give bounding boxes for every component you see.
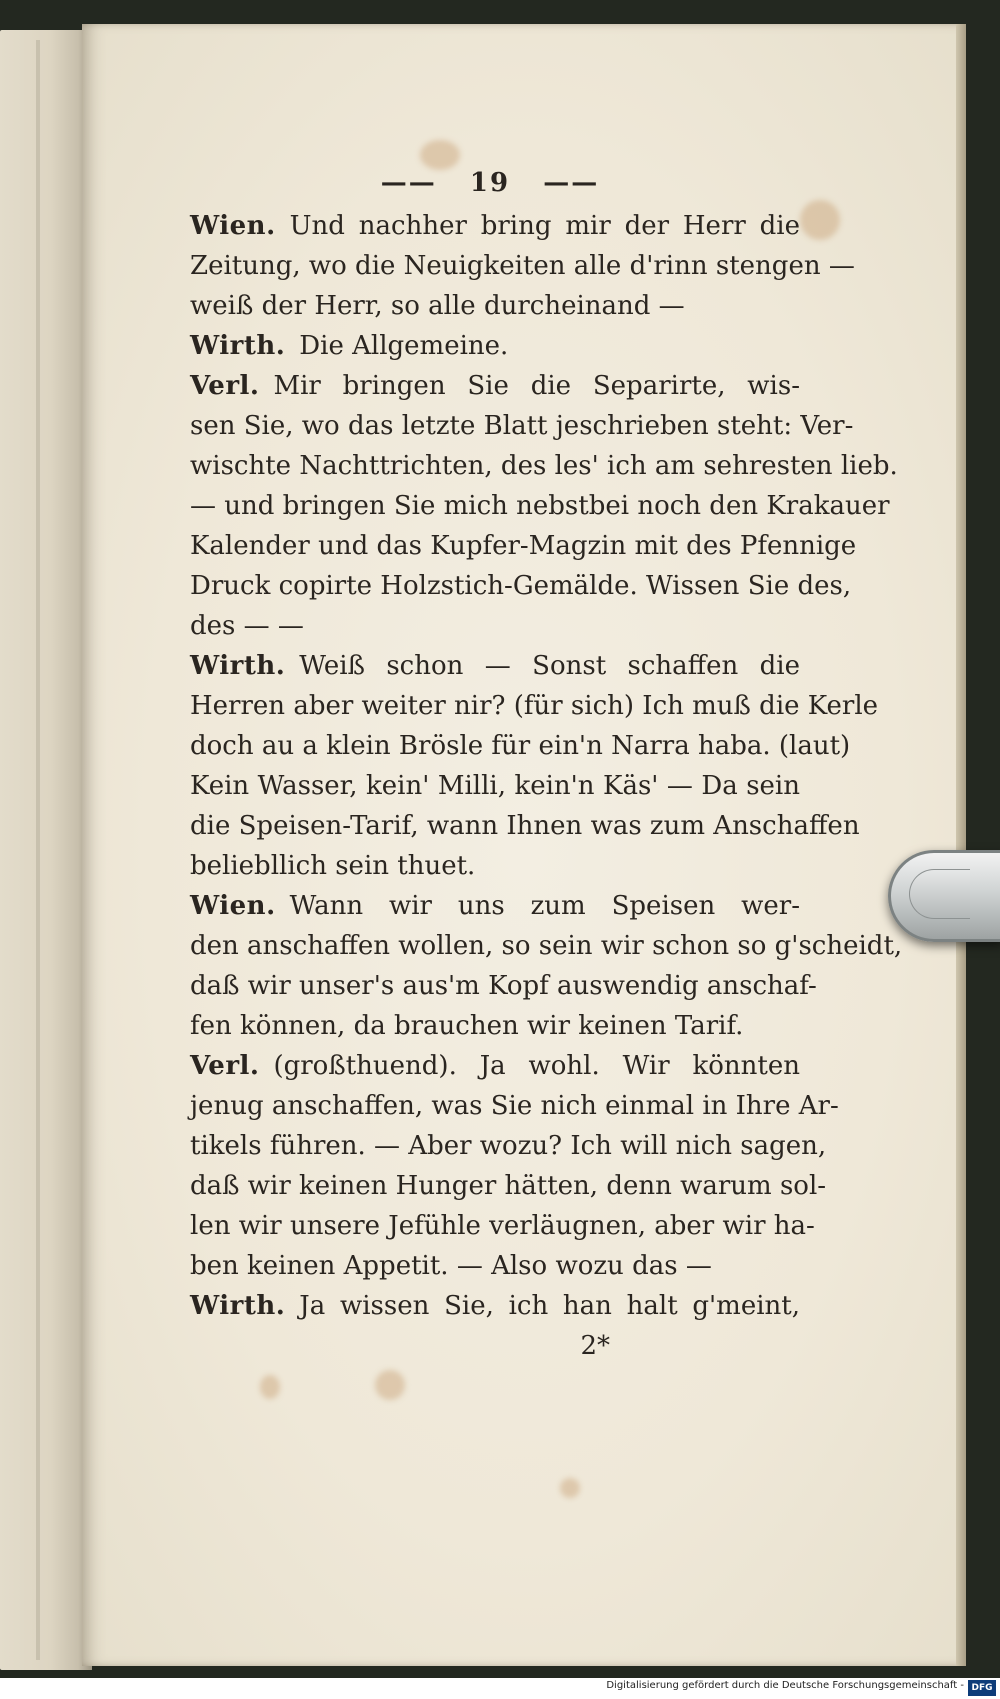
text-line (190, 486, 890, 526)
line-text: tikels führen. — Aber wozu? Ich will nich sagen, (190, 1131, 827, 1161)
text-line (190, 286, 800, 326)
footer-credit: Digitalisierung gefördert durch die Deutsche Forschungsgemeinschaft - (606, 1680, 964, 1691)
line-text: sen Sie, wo das letzte Blatt jeschrieben steht: Ver- (190, 411, 854, 441)
line-text: fen können, da brauchen wir keinen Tarif. (190, 1011, 744, 1041)
text-lines (190, 206, 903, 1326)
running-header (180, 160, 800, 206)
line-text: daß wir unser's aus'm Kopf auswendig anschaf- (190, 971, 817, 1001)
foxing-spot (560, 1478, 580, 1498)
page-clip-icon (888, 850, 1000, 942)
speaker-name: Wien. (190, 891, 276, 921)
line-text: Wann wir uns zum Speisen wer- (289, 891, 800, 921)
line-text: len wir unsere Jefühle verläugnen, aber wir ha- (190, 1211, 815, 1241)
text-line (190, 366, 800, 406)
text-line (190, 1286, 800, 1326)
text-line (190, 1086, 839, 1126)
line-text: Mir bringen Sie die Separirte, wis- (273, 371, 800, 401)
page-outer-edge (956, 24, 966, 1666)
text-line (190, 566, 852, 606)
speaker-name: Wien. (190, 211, 276, 241)
line-text: Herren aber weiter nir? (für sich) Ich muß die Kerle (190, 691, 879, 721)
text-line (190, 846, 800, 886)
text-line (190, 686, 879, 726)
text-line (190, 406, 854, 446)
speaker-name: Wirth. (190, 331, 286, 361)
line-text: — und bringen Sie mich nebstbei noch den Krakauer (190, 491, 890, 521)
text-line (190, 886, 800, 926)
line-text: weiß der Herr, so alle durcheinand — (190, 291, 685, 321)
speaker-name: Verl. (190, 371, 260, 401)
text-line (190, 1206, 815, 1246)
foxing-spot (260, 1375, 280, 1399)
line-text: Und nachher bring mir der Herr die (289, 211, 800, 241)
header-dash-left: —— (380, 168, 437, 198)
line-text: daß wir keinen Hunger hätten, denn warum sol- (190, 1171, 827, 1201)
line-text: die Speisen-Tarif, wann Ihnen was zum Anschaffen (190, 811, 860, 841)
text-line (190, 966, 817, 1006)
header-dash-right: —— (543, 168, 600, 198)
text-line (190, 1126, 827, 1166)
line-text: wischte Nachttrichten, des les' ich am sehresten lieb. (190, 451, 898, 481)
text-line (190, 526, 857, 566)
text-line (190, 1246, 800, 1286)
text-line (190, 206, 800, 246)
line-text: Kalender und das Kupfer-Magzin mit des Pfennige (190, 531, 857, 561)
text-line (190, 326, 800, 366)
line-text: Weiß schon — Sonst schaffen die (299, 651, 800, 681)
text-line (190, 1166, 827, 1206)
line-text: Zeitung, wo die Neuigkeiten alle d'rinn stengen — (190, 251, 855, 281)
line-text: Ja wissen Sie, ich han halt g'meint, (299, 1291, 800, 1321)
page-number: 19 (469, 168, 511, 198)
line-text: Die Allgemeine. (299, 331, 509, 361)
text-line (190, 606, 800, 646)
line-text: den anschaffen wollen, so sein wir schon so g'scheidt, (190, 931, 903, 961)
text-line (190, 766, 800, 806)
page-text (190, 160, 903, 1366)
speaker-name: Verl. (190, 1051, 260, 1081)
text-line (190, 1006, 800, 1046)
left-page-edge (0, 30, 92, 1670)
speaker-name: Wirth. (190, 651, 286, 681)
page-fold-line (36, 40, 40, 1660)
text-line (190, 926, 903, 966)
clip-inner-loop (909, 869, 970, 919)
line-text: Druck copirte Holzstich-Gemälde. Wissen Sie des, (190, 571, 852, 601)
signature-mark: 2* (580, 1331, 610, 1361)
line-text: ben keinen Appetit. — Also wozu das — (190, 1251, 712, 1281)
text-line (190, 646, 800, 686)
line-text: des — — (190, 611, 304, 641)
speaker-name: Wirth. (190, 1291, 286, 1321)
line-text: (großthuend). Ja wohl. Wir könnten (273, 1051, 800, 1081)
line-text: jenug anschaffen, was Sie nich einmal in Ihre Ar- (190, 1091, 839, 1121)
dfg-logo: DFG (968, 1680, 996, 1696)
foxing-spot (375, 1370, 405, 1400)
line-text: beliebllich sein thuet. (190, 851, 476, 881)
foxing-spot (800, 200, 840, 240)
line-text: Kein Wasser, kein' Milli, kein'n Käs' — Da sein (190, 771, 800, 801)
text-line (190, 806, 860, 846)
text-line (190, 1046, 800, 1086)
line-text: doch au a klein Brösle für ein'n Narra haba. (laut) (190, 731, 851, 761)
text-line (190, 726, 851, 766)
text-line (190, 246, 855, 286)
text-line (190, 446, 898, 486)
